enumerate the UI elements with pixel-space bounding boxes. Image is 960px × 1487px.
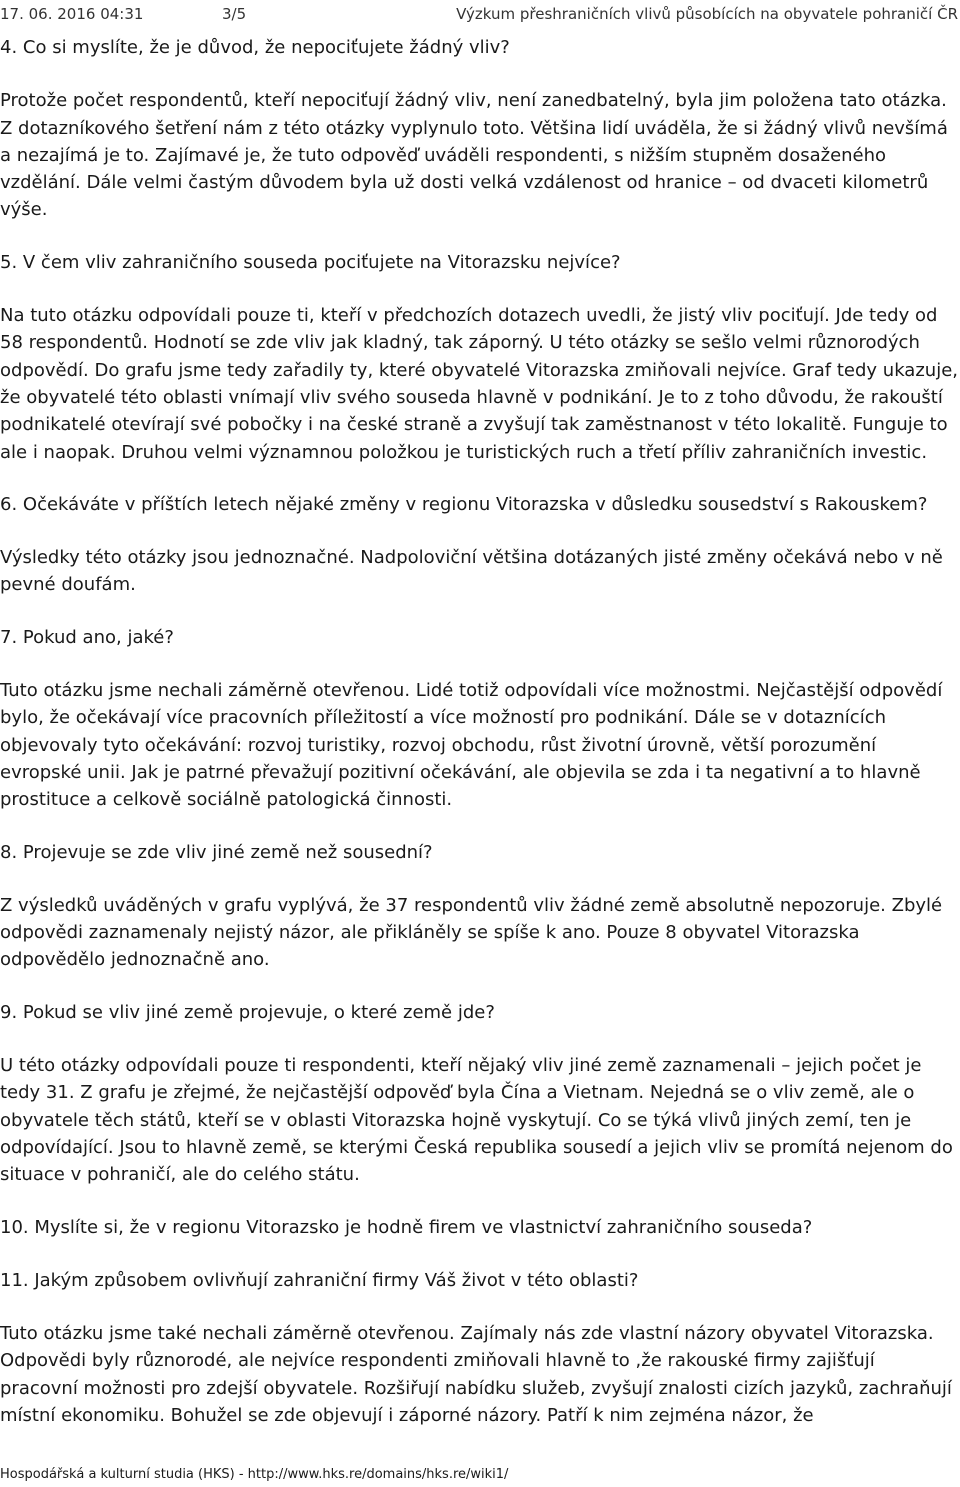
question-5-heading: 5. V čem vliv zahraničního souseda pociťujete na Vitorazsku nejvíce? (0, 251, 621, 273)
question-4-heading: 4. Co si myslíte, že je důvod, že nepociťujete žádný vliv? (0, 37, 510, 58)
answer-4-paragraph: Protože počet respondentů, kteří nepociťují žádný vliv, není zanedbatelný, byla jim položena tato otázka. Z dotazníkového šetření nám z této otázky vyplynulo toto. Většina lidí uváděla, že si žádný vlivů nevšímá a nezajímá je to. Zajímavé je, že tuto odpověď uváděli respondenti, s nižším stupněm dosaženého vzdělání. Dále velmi častým důvodem byla už dosti velká vzdálenost od hranice – od dvaceti kilometrů výše. (0, 90, 948, 221)
document-title: Výzkum přeshraničních vlivů působících na obyvatele pohraničí ČR (456, 5, 958, 23)
answer-5-paragraph: Na tuto otázku odpovídali pouze ti, kteří v předchozích dotazech uvedli, že jistý vliv pociťují. Jde tedy od 58 respondentů. Hodnotí se zde vliv jak kladný, tak záporný. U této otázky se sešlo velmi různorodých odpovědí. Do grafu jsme tedy zařadily ty, které obyvatelé Vitorazska zmiňovali nejvíce. Graf tedy ukazuje, že obyvatelé této oblasti vnímají vliv svého souseda hlavně v podnikání. Je to z toho důvodu, že rakouští podnikatelé otevírají své pobočky i na české straně a zvyšují tak zaměstnanost v této lokalitě. Funguje to ale i naopak. Druhou velmi významnou položkou je turistických ruch a třetí příliv zahraničních investic. (0, 305, 958, 463)
answer-11-paragraph: Tuto otázku jsme také nechali záměrně otevřenou. Zajímaly nás zde vlastní názory obyvatel Vitorazska. Odpovědi byly různorodé, ale nejvíce respondenti zmiňovali hlavně to ,že rakouské firmy zajišťují pracovní možnosti pro zdejší obyvatele. Rozšiřují nabídku služeb, zvyšují znalosti cizích jazyků, zachraňují místní ekonomiku. Bohužel se zde objevují i záporné názory. Patří k nim zejména názor, že (0, 1323, 952, 1426)
answer-6-paragraph: Výsledky této otázky jsou jednoznačné. Nadpoloviční většina dotázaných jisté změny očekává nebo v ně pevné doufám. (0, 547, 943, 596)
document-body (0, 34, 958, 1454)
question-6-heading: 6. Očekáváte v příštích letech nějaké změny v regionu Vitorazska v důsledku sousedství s Rakouskem? (0, 493, 928, 515)
page-header (0, 4, 960, 24)
footer-source-link[interactable]: Hospodářská a kulturní studia (HKS) - http://www.hks.re/domains/hks.re/wiki1/ (0, 1467, 509, 1482)
question-8-heading: 8. Projevuje se zde vliv jiné země než sousední? (0, 841, 433, 863)
question-9-heading: 9. Pokud se vliv jiné země projevuje, o které země jde? (0, 1001, 495, 1023)
answer-8-paragraph: Z výsledků uváděných v grafu vyplývá, že 37 respondentů vliv žádné země absolutně nepozoruje. Zbylé odpovědi zaznamenaly nejistý názor, ale přikláněly se spíše k ano. Pouze 8 obyvatel Vitorazska odpovědělo jednoznačně ano. (0, 894, 943, 971)
answer-9-paragraph: U této otázky odpovídali pouze ti respondenti, kteří nějaký vliv jiné země zaznamenali – jejich počet je tedy 31. Z grafu je zřejmé, že nejčastější odpověď byla Čína a Vietnam. Nejedná se o vliv země, ale o obyvatele těch států, kteří se v oblasti Vitorazska hojně vyskytují. Co se týká vlivů jiných zemí, ten je odpovídající. Jsou to hlavně země, se kterými Česká republika sousedí a jejich vliv se promítá nejenom do situace v pohraničí, ale do celého státu. (0, 1055, 953, 1186)
page-footer (0, 1466, 960, 1484)
question-10-heading: 10. Myslíte si, že v regionu Vitorazsko je hodně firem ve vlastnictví zahraničního souseda? (0, 1216, 813, 1238)
question-7-heading: 7. Pokud ano, jaké? (0, 626, 174, 648)
print-date: 17. 06. 2016 04:31 (0, 5, 144, 23)
page-number: 3/5 (222, 5, 247, 23)
answer-7-paragraph: Tuto otázku jsme nechali záměrně otevřenou. Lidé totiž odpovídali více možnostmi. Nejčastější odpovědí bylo, že očekávají více pracovních příležitostí a více možností pro podnikání. Dále se v dotaznících objevovaly tyto očekávání: rozvoj turistiky, rozvoj obchodu, růst životní úrovně, větší porozumění evropské unii. Jak je patrné převažují pozitivní očekávání, ale objevila se zda i ta negativní a to hlavně prostituce a celkově sociálně patologická činnosti. (0, 680, 943, 811)
question-11-heading: 11. Jakým způsobem ovlivňují zahraniční firmy Váš život v této oblasti? (0, 1269, 639, 1291)
